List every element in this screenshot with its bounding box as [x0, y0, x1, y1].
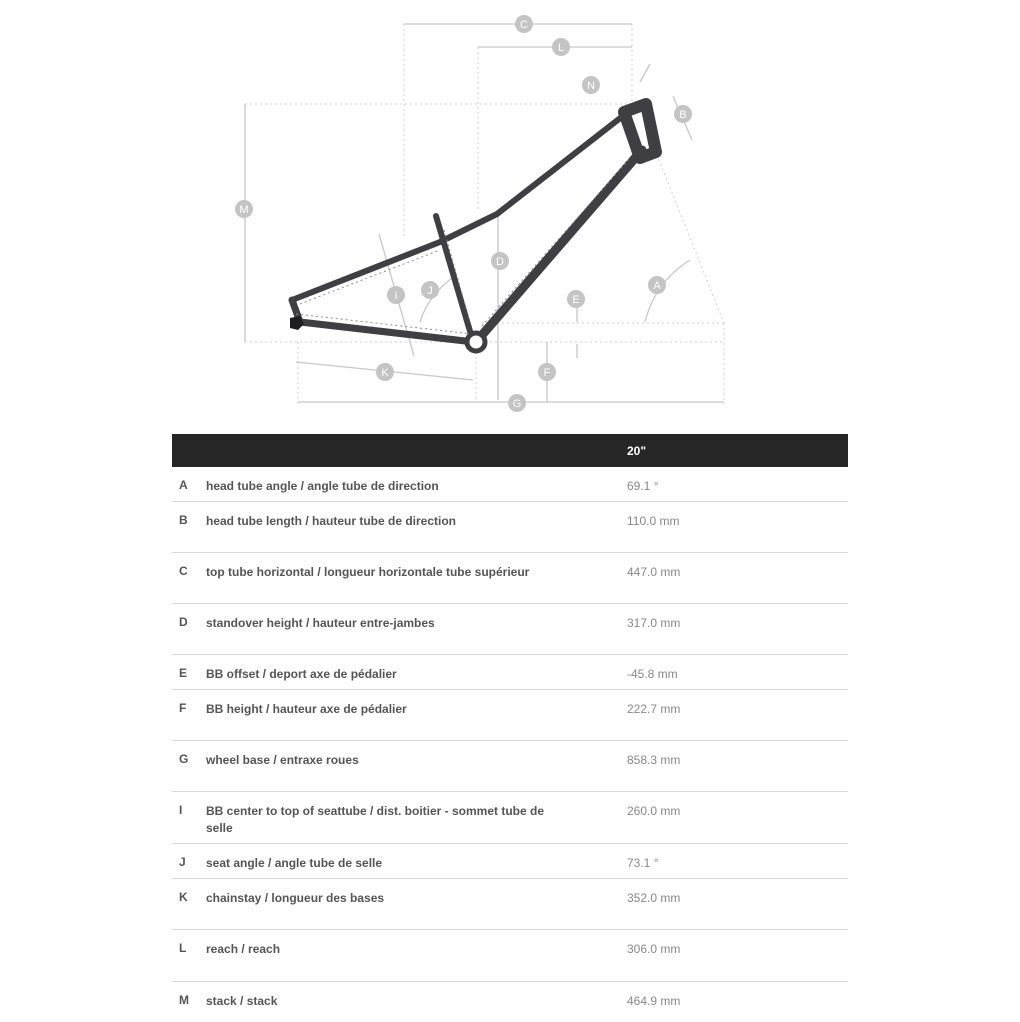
label-A — [648, 276, 666, 294]
table-header — [172, 434, 848, 467]
svg-text:J: J — [427, 285, 433, 297]
svg-text:M: M — [239, 204, 249, 216]
svg-text:E: E — [572, 294, 580, 306]
table-row — [172, 655, 848, 690]
row-value: 73.1 ° — [627, 856, 659, 870]
svg-text:B: B — [679, 109, 687, 121]
svg-text:G: G — [512, 398, 522, 410]
row-value: 858.3 mm — [627, 753, 681, 767]
row-letter: F — [179, 701, 187, 715]
label-F — [538, 363, 556, 381]
row-letter: A — [179, 478, 188, 492]
table-row — [172, 690, 848, 741]
row-value: 317.0 mm — [627, 616, 681, 630]
geometry-table — [172, 434, 848, 1022]
row-letter: I — [179, 803, 183, 817]
frame-geometry-diagram — [0, 0, 1020, 420]
svg-text:N: N — [587, 80, 595, 92]
table-row — [172, 553, 848, 604]
label-L — [552, 38, 570, 56]
bike-frame — [290, 104, 656, 351]
table-row — [172, 467, 848, 502]
svg-text:I: I — [394, 290, 398, 302]
row-letter: M — [179, 993, 189, 1007]
row-value: 464.9 mm — [627, 994, 681, 1008]
table-row — [172, 792, 848, 844]
row-name: BB height / hauteur axe de pédalier — [206, 702, 407, 716]
svg-text:C: C — [520, 19, 528, 31]
row-name: chainstay / longueur des bases — [206, 891, 385, 905]
svg-text:D: D — [496, 256, 504, 268]
label-K — [376, 363, 394, 381]
row-name: seat angle / angle tube de selle — [206, 856, 383, 870]
table-row — [172, 930, 848, 982]
label-E — [567, 290, 585, 308]
row-value: -45.8 mm — [627, 667, 678, 681]
row-value: 352.0 mm — [627, 891, 681, 905]
label-B — [674, 105, 692, 123]
row-letter: E — [179, 666, 188, 680]
svg-text:K: K — [381, 367, 389, 379]
svg-text:F: F — [543, 367, 551, 379]
row-name: stack / stack — [206, 994, 278, 1008]
row-name: top tube horizontal / longueur horizontale tube supérieur — [206, 565, 530, 579]
row-letter: G — [179, 752, 189, 766]
row-letter: C — [179, 564, 188, 578]
row-name: standover height / hauteur entre-jambes — [206, 616, 435, 630]
row-value: 69.1 ° — [627, 479, 659, 493]
row-value: 306.0 mm — [627, 942, 681, 956]
row-name: head tube angle / angle tube de direction — [206, 479, 439, 493]
row-name: head tube length / hauteur tube de direction — [206, 514, 457, 528]
table-row — [172, 604, 848, 655]
label-G — [508, 394, 526, 412]
svg-text:A: A — [653, 280, 661, 292]
svg-text:L: L — [557, 42, 565, 54]
row-letter: B — [179, 513, 188, 527]
row-value: 447.0 mm — [627, 565, 681, 579]
table-row — [172, 982, 848, 1022]
table-row — [172, 879, 848, 930]
table-row — [172, 502, 848, 553]
row-name: wheel base / entraxe roues — [206, 753, 359, 767]
size-header: 20" — [627, 444, 647, 458]
label-J — [421, 281, 439, 299]
row-letter: D — [179, 615, 188, 629]
table-row — [172, 741, 848, 792]
label-I — [387, 286, 405, 304]
label-C — [515, 15, 533, 33]
table-row — [172, 844, 848, 879]
label-M — [235, 200, 253, 218]
row-name: BB offset / deport axe de pédalier — [206, 667, 397, 681]
row-letter: J — [179, 855, 186, 869]
row-value: 110.0 mm — [627, 514, 680, 528]
row-value: 260.0 mm — [627, 804, 681, 818]
row-value: 222.7 mm — [627, 702, 681, 716]
row-name: BB center to top of seattube / dist. boitier - sommet tube de selle — [206, 804, 545, 835]
label-D — [491, 252, 509, 270]
row-letter: K — [179, 890, 188, 904]
row-letter: L — [179, 941, 187, 955]
label-N — [582, 76, 600, 94]
row-name: reach / reach — [206, 942, 281, 956]
